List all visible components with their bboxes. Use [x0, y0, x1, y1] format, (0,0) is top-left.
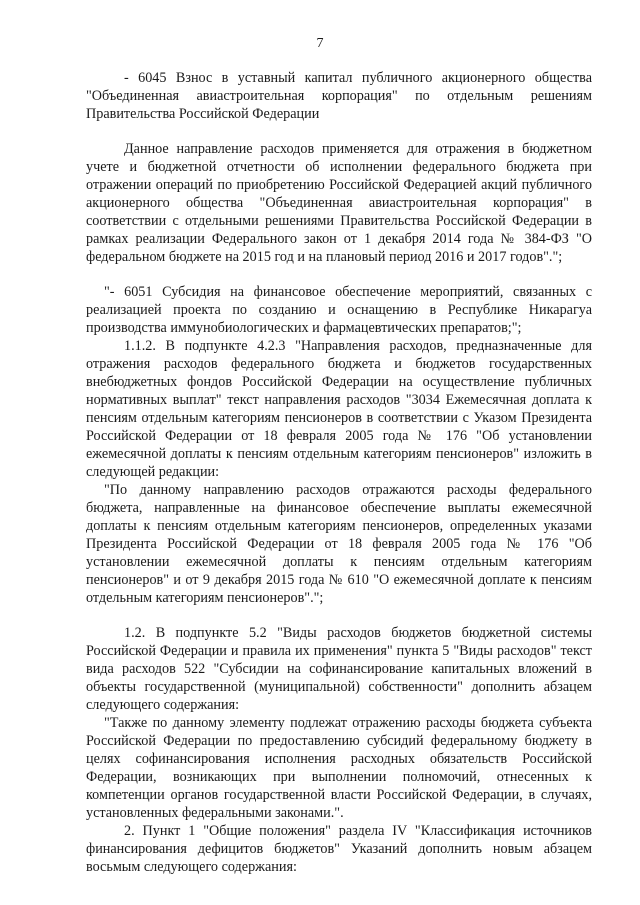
paragraph-2: 2. Пункт 1 "Общие положения" раздела IV "Классификация источников финансирования дефицитов бюджетов" Указаний дополнить новым абзацем восьмым следующего содержания: — [86, 823, 592, 875]
paragraph-1-2: 1.2. В подпункте 5.2 "Виды расходов бюджетов бюджетной системы Российской Федерации и правила их применения" пункта 5 "Виды расходов" текст вида расходов 522 "Субсидии на софинансирование капитальных вложений в объекты государственной (муниципальной) собственности" дополнить абзацем следующего содержания: — [86, 625, 592, 713]
document-body — [86, 69, 592, 876]
paragraph-6045: - 6045 Взнос в уставный капитал публичного акционерного общества "Объединенная авиастроительная корпорация" по отдельным решениям Правительства Российской Федерации — [86, 70, 592, 122]
paragraph-6051: "- 6051 Субсидия на финансовое обеспечение мероприятий, связанных с реализацией проекта по созданию и оснащению в Республике Никарагуа производства иммунобиологических и фармацевтических препаратов;"; — [86, 284, 592, 336]
paragraph-3034-new-text: "По данному направлению расходов отражаются расходы федерального бюджета, направленные на финансовое обеспечение выплаты ежемесячной доплаты к пенсиям отдельным категориям пенсионеров, определенных указами Президента Российской Федерации от 18 февраля 2005 года № 176 "Об установлении ежемесячной доплаты к пенсиям отдельным категориям пенсионеров" и от 9 декабря 2015 года № 610 "О ежемесячной доплате к пенсиям отдельным категориям пенсионеров"."; — [86, 482, 592, 606]
paragraph-522-addition: "Также по данному элементу подлежат отражению расходы бюджета субъекта Российской Федерации по предоставлению субсидий федеральному бюджету в целях софинансирования исполнения расходных обязательств Российской Федерации, возникающих при выполнении полномочий, отнесенных к компетенции органов государственной власти Российской Федерации, в случаях, установленных федеральными законами.". — [86, 715, 592, 821]
page-number: 7 — [316, 36, 324, 51]
paragraph-6045-description: Данное направление расходов применяется для отражения в бюджетном учете и бюджетной отчетности об исполнении федерального бюджета при отражении операций по приобретению Российской Федерацией акций публичного акционерного общества "Объединенная авиастроительная корпорация" в соответствии с отдельными решениями Правительства Российской Федерации в рамках реализации Федерального закон от 1 декабря 2014 года № 384-ФЗ "О федеральном бюджете на 2015 год и на плановый период 2016 и 2017 годов"."; — [86, 141, 592, 265]
paragraph-1-1-2: 1.1.2. В подпункте 4.2.3 "Направления расходов, предназначенные для отражения расходов федерального бюджета и бюджетов государственных внебюджетных фондов Российской Федерации на осуществление публичных нормативных выплат" текст направления расходов "3034 Ежемесячная доплата к пенсиям отдельным категориям пенсионеров в соответствии с Указом Президента Российской Федерации от 18 февраля 2005 года № 176 "Об установлении ежемесячной доплаты к пенсиям отдельным категориям пенсионеров" изложить в следующей редакции: — [86, 338, 592, 480]
